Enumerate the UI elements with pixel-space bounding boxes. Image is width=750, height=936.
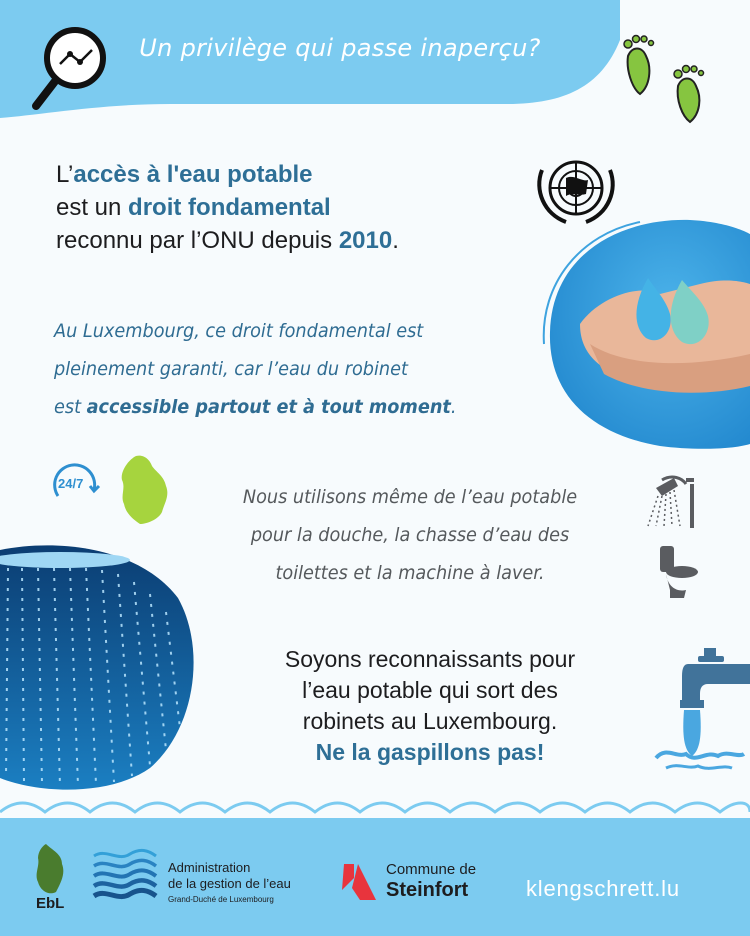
commune-label: Commune de — [386, 861, 477, 878]
usage-paragraph: Nous utilisons même de l’eau potable pour la douche, la chasse d’eau des toilettes et la machine à laver. — [242, 486, 578, 584]
luxembourg-map-icon — [116, 454, 172, 526]
lead-paragraph: L’accès à l'eau potable est un droit fondamental reconnu par l’ONU depuis 2010. — [56, 161, 399, 254]
highlight-access: accès à l'eau potable — [73, 161, 313, 188]
shower-water-image — [0, 538, 196, 790]
agency-name-line2: de la gestion de l’eau — [168, 876, 291, 891]
page-title: Un privilège qui passe inaperçu? — [139, 34, 541, 62]
magnifier-chart-icon — [30, 20, 110, 114]
agency-name-line1: Administration — [168, 860, 251, 875]
ebl-logo — [32, 844, 66, 896]
shower-icon — [642, 474, 700, 530]
water-waves-logo — [92, 848, 158, 908]
badge-24-7-label: 24/7 — [58, 476, 84, 491]
call-to-action: Ne la gaspillons pas! — [315, 739, 545, 765]
faucet-icon — [648, 646, 750, 778]
highlight-year: 2010 — [338, 227, 393, 254]
commune-name: Steinfort — [386, 879, 469, 901]
toilet-icon — [656, 544, 700, 600]
footprints-icon — [618, 30, 722, 126]
ebl-wordmark: EbL — [36, 895, 65, 912]
highlight-access-everywhere: accessible partout et à tout moment — [86, 396, 451, 418]
agency-subtitle: Grand-Duché de Luxembourg — [168, 895, 274, 904]
closing-paragraph: Soyons reconnaissants pour l’eau potable qui sort des robinets au Luxembourg. Ne la gaspillons pas! — [210, 644, 650, 768]
hands-water-drops-image — [540, 214, 750, 450]
steinfort-logo — [340, 860, 378, 902]
website-link[interactable]: klengschrett.lu — [526, 876, 680, 901]
highlight-right: droit fondamental — [128, 194, 331, 221]
luxembourg-paragraph: Au Luxembourg, ce droit fondamental est pleinement garanti, car l’eau du robinet est accessible partout et à tout moment. — [54, 320, 457, 418]
